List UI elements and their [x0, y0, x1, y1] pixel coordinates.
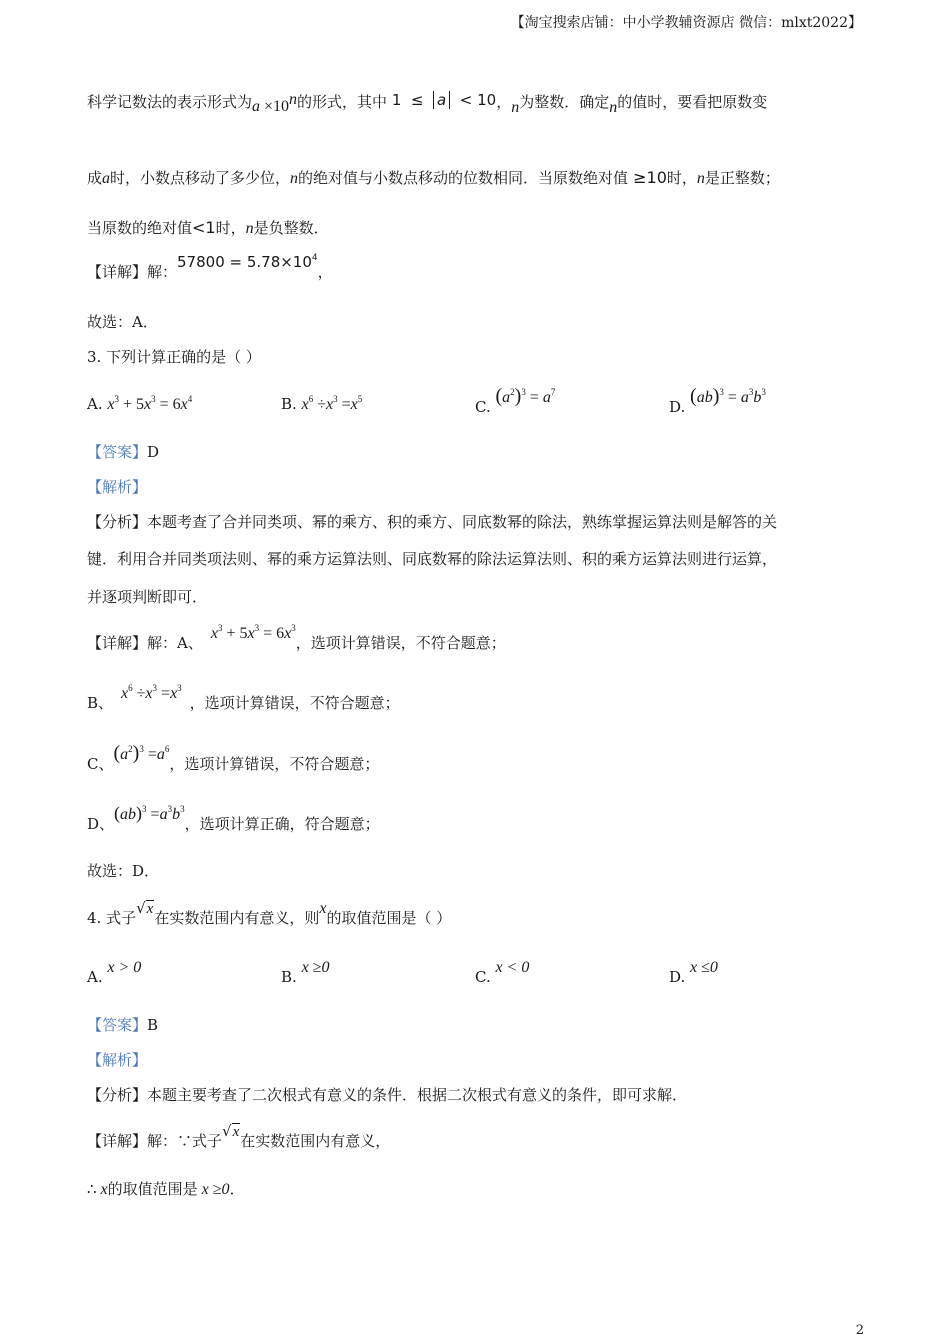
q3-option-b: B. $x^6 \div x^3 =x^5$ — [281, 394, 363, 413]
q4-analysis-line-1: 【分析】本题主要考查了二次根式有意义的条件．根据二次根式有意义的条件，即可求解． — [87, 1086, 688, 1104]
intro-line-1: 科学记数法的表示形式为$a \times 10^n$的形式，其中 1 ≤ a < 10，n为整数．确定n的值时，要看把原数变 — [87, 91, 768, 116]
q3-detail-a: 【详解】解：A、 $x^3 + 5x^3 = 6x^3$，选项计算错误，不符合题意； — [87, 623, 506, 652]
q3-analysis-line-3: 并逐项判断即可． — [87, 588, 208, 606]
q4-option-b: B. x ≥0 — [281, 959, 330, 986]
q3-option-c: C. $(a^2)^3 = a^7$ — [475, 385, 556, 416]
intro-line-3: 当原数的绝对值<1时，n是负整数． — [87, 218, 329, 237]
q4-detail: 【详解】解：∵式子√x在实数范围内有意义， — [87, 1122, 391, 1150]
q3-detail-d: D、$(ab)^3 =a^3b^3$，选项计算正确，符合题意； — [87, 803, 380, 833]
q4-answer: 【答案】B — [87, 1016, 159, 1034]
q3-option-a: A. $x^3 + 5x^3 = 6x^4$ — [87, 394, 193, 413]
q4-option-a: A. x > 0 — [87, 959, 142, 986]
q3-option-d: D. $(ab)^3 = a^3b^3$ — [669, 385, 766, 416]
q4-option-d: D. x ≤0 — [669, 959, 718, 986]
q3-analysis-line-1: 【分析】本题考查了合并同类项、幂的乘方、积的乘方、同底数幂的除法，熟练掌握运算法则是解答的关 — [87, 513, 778, 531]
q3-detail-c: C、$(a^2)^3 =a^6$，选项计算错误，不符合题意； — [87, 742, 380, 773]
q3-stem: 3. 下列计算正确的是（ ） — [87, 348, 261, 366]
page-number: 2 — [855, 1323, 864, 1338]
intro-line-2: 成a时，小数点移动了多少位，n的绝对值与小数点移动的位数相同．当原数绝对值 ≥10时，n是正整数； — [87, 168, 780, 187]
sqrt-x-icon: √x — [222, 1122, 240, 1140]
q4-conclusion: ∴ x的取值范围是 x ≥0． — [87, 1180, 245, 1198]
q3-analysis-label: 【解析】 — [87, 478, 148, 496]
q4-stem: 4. 式子√x在实数范围内有意义，则x的取值范围是（ ） — [87, 899, 452, 927]
q3-detail-b: B、 $x^6 \div x^3 =x^3$ ，选项计算错误，不符合题意； — [87, 683, 400, 712]
q3-analysis-line-2: 键．利用合并同类项法则、幂的乘方运算法则、同底数幂的除法运算法则、积的乘方运算法则进行运算， — [87, 550, 778, 568]
q3-answer: 【答案】D — [87, 443, 160, 461]
q4-analysis-label: 【解析】 — [87, 1051, 148, 1069]
sqrt-x-icon: √x — [136, 899, 154, 917]
q2-detail: 【详解】解：$57800 = 5.78\times 10^4$， — [87, 253, 333, 281]
q3-choose: 故选：D． — [87, 862, 160, 880]
page-header: 【淘宝搜索店铺：中小学教辅资源店 微信：mlxt2022】 — [510, 15, 862, 31]
q2-choose: 故选：A． — [87, 313, 158, 331]
q4-option-c: C. x < 0 — [475, 959, 530, 986]
